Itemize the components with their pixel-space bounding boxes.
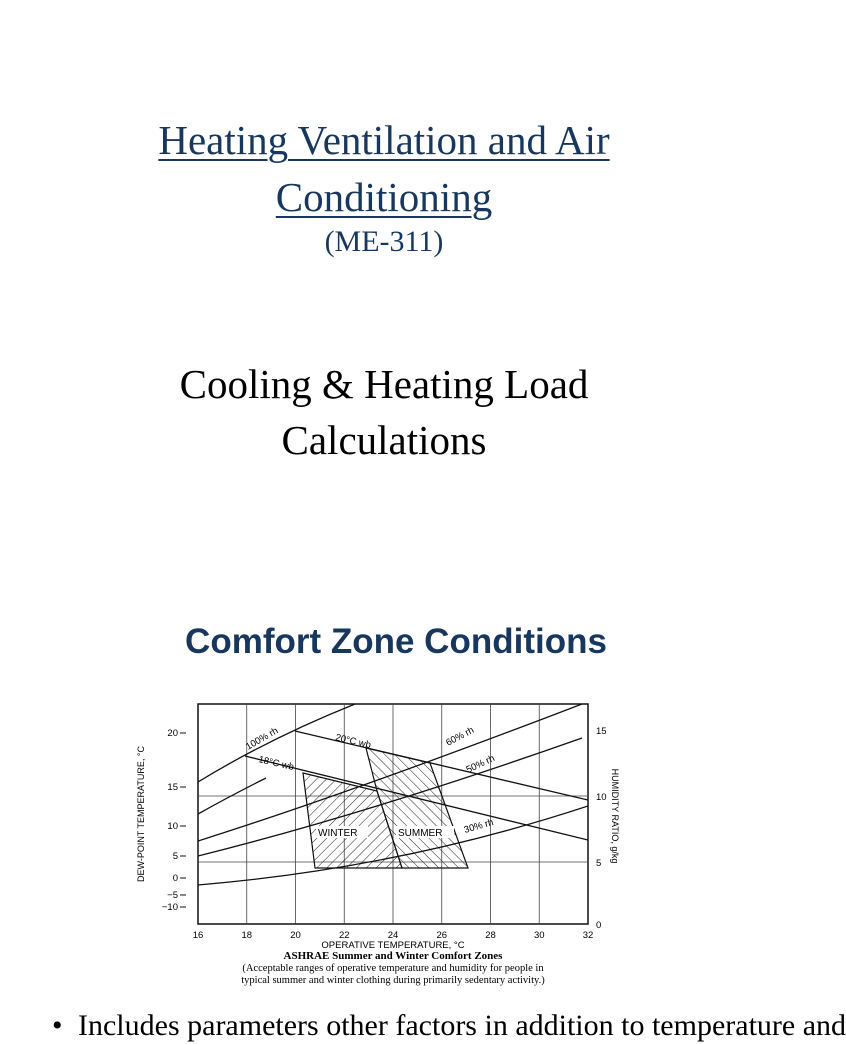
- rh100-curve: [198, 704, 355, 782]
- wb20-label: 20°C wb: [334, 732, 372, 752]
- figure-caption-line-2: typical summer and winter clothing during primarily sedentary activity.): [241, 975, 545, 986]
- slide-title: [84, 112, 684, 226]
- x-tick: 20: [290, 930, 301, 941]
- y-left-tick: 15: [167, 782, 178, 793]
- title-line-1: Heating Ventilation and Air: [158, 117, 610, 163]
- y-left-tick: −5: [167, 890, 178, 901]
- comfort-zone-figure: [130, 698, 620, 990]
- y-left-tick: −10: [161, 902, 178, 913]
- y-left-ticks: [162, 728, 178, 913]
- subtitle-line-2: Calculations: [281, 417, 487, 463]
- x-tick: 32: [582, 930, 594, 941]
- figure-caption-title: ASHRAE Summer and Winter Comfort Zones: [283, 950, 503, 962]
- rh100-label: 100% rh: [244, 725, 281, 753]
- wb18-label: 18°C wb: [257, 754, 295, 774]
- y-left-tick: 0: [172, 873, 178, 884]
- summer-label: SUMMER: [398, 828, 443, 839]
- y-right-tick: 10: [596, 792, 607, 803]
- comfort-zone-chart: [130, 698, 620, 990]
- y-right-tick: 0: [596, 920, 602, 931]
- y-left-tick: 20: [167, 728, 178, 739]
- y-right-ticks: [596, 726, 607, 931]
- y-right-tick: 5: [596, 858, 602, 869]
- course-code: (ME-311): [324, 225, 444, 258]
- x-tick: 22: [338, 930, 350, 941]
- rh30-label: 30% rh: [462, 817, 495, 836]
- title-line-2: Conditioning: [275, 174, 493, 220]
- x-tick: 28: [485, 930, 496, 941]
- slide-subtitle: [84, 356, 684, 468]
- rh50-label: 50% rh: [464, 753, 497, 776]
- y-left-axis-label: DEW-POINT TEMPERATURE, °C: [136, 746, 146, 882]
- bullet-item: [52, 1008, 846, 1044]
- winter-label: WINTER: [318, 828, 358, 839]
- rh60-label: 60% rh: [444, 724, 476, 749]
- x-tick: 26: [436, 930, 448, 941]
- bullet-dot: •: [52, 1009, 63, 1042]
- x-tick: 18: [241, 930, 253, 941]
- x-tick: 24: [387, 930, 399, 941]
- y-right-tick: 15: [596, 726, 607, 737]
- y-left-tick: 10: [167, 821, 178, 832]
- x-axis-label: OPERATIVE TEMPERATURE, °C: [321, 940, 465, 951]
- y-left-tick: 5: [172, 851, 178, 862]
- x-tick: 16: [192, 930, 204, 941]
- figure-caption-line-1: (Acceptable ranges of operative temperature and humidity for people in: [242, 963, 544, 974]
- section-heading: Comfort Zone Conditions: [185, 622, 607, 661]
- y-right-axis-label: HUMIDITY RATIO, g/kg: [610, 768, 620, 864]
- y-left-tick-marks: [180, 733, 186, 907]
- x-tick: 30: [533, 930, 545, 941]
- subtitle-line-1: Cooling & Heating Load: [179, 361, 589, 407]
- bullet-text: Includes parameters other factors in addition to temperature and: [78, 1009, 846, 1042]
